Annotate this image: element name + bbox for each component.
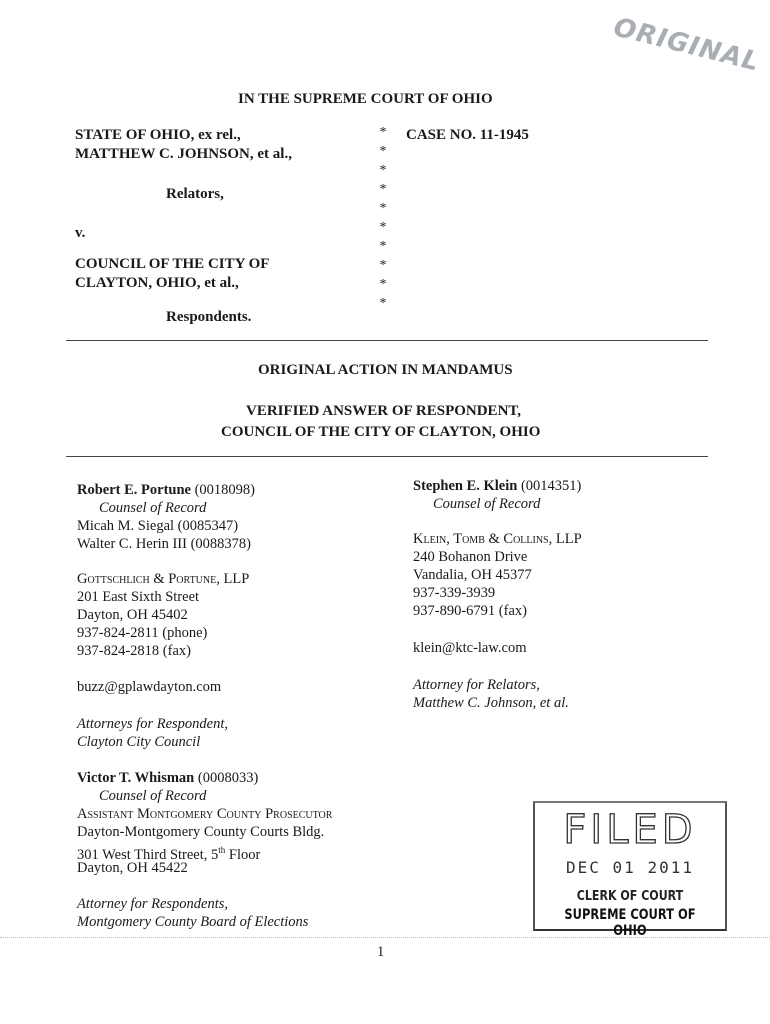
caption-star: * — [379, 201, 387, 216]
prosecutor-street-suffix: Floor — [225, 846, 261, 863]
right-counsel-name-line — [413, 477, 581, 495]
scan-edge-line — [0, 937, 770, 938]
original-stamp: ORIGINAL — [610, 12, 763, 78]
left-counsel-name-line — [77, 481, 255, 499]
caption-star: * — [379, 296, 387, 311]
filed-stamp — [533, 801, 727, 939]
prosecutor-attorney-for-1: Attorney for Respondents, — [77, 896, 229, 912]
right-city: Vandalia, OH 45377 — [413, 567, 532, 583]
left-associate-2: Walter C. Herin III (0088378) — [77, 536, 251, 552]
action-title: ORIGINAL ACTION IN MANDAMUS — [258, 362, 513, 378]
prosecutor-office: Assistant Montgomery County Prosecutor — [77, 806, 333, 822]
title-divider — [66, 456, 708, 457]
right-counsel-reg: (0014351) — [517, 478, 582, 494]
caption-star: * — [379, 144, 387, 159]
caption-star: * — [379, 163, 387, 178]
caption-star: * — [379, 182, 387, 197]
caption-star: * — [379, 125, 387, 140]
prosecutor-role: Counsel of Record — [99, 788, 207, 804]
court-title: IN THE SUPREME COURT OF OHIO — [238, 91, 493, 107]
prosecutor-street-ordinal: th — [218, 845, 226, 855]
prosecutor-reg: (0008033) — [194, 770, 259, 786]
left-counsel-reg: (0018098) — [190, 482, 256, 498]
prosecutor-attorney-for-2: Montgomery County Board of Elections — [77, 914, 309, 930]
document-title-line-2: COUNCIL OF THE CITY OF CLAYTON, OHIO — [221, 424, 541, 440]
right-fax: 937-890-6791 (fax) — [413, 603, 527, 619]
versus: v. — [75, 225, 86, 241]
left-counsel-role: Counsel of Record — [99, 500, 207, 516]
prosecutor-name-line — [77, 769, 258, 787]
caption-star: * — [379, 258, 387, 273]
right-firm: Klein, Tomb & Collins, LLP — [413, 531, 582, 547]
left-city: Dayton, OH 45402 — [77, 607, 188, 623]
page-number: 1 — [377, 944, 385, 960]
relators-line-1: STATE OF OHIO, ex rel., — [75, 127, 241, 143]
right-phone: 937-339-3939 — [413, 585, 496, 601]
prosecutor-city: Dayton, OH 45422 — [77, 860, 188, 876]
left-email: buzz@gplawdayton.com — [77, 679, 222, 695]
left-counsel-name: Robert E. Portune — [77, 482, 191, 498]
right-counsel-role: Counsel of Record — [433, 496, 541, 512]
left-street: 201 East Sixth Street — [77, 589, 200, 605]
right-email: klein@ktc-law.com — [413, 640, 527, 656]
filed-stamp-clerk: CLERK OF COURT — [576, 889, 684, 904]
right-counsel-name: Stephen E. Klein — [413, 478, 518, 494]
respondents-role: Respondents. — [166, 309, 252, 325]
caption-star: * — [379, 220, 387, 235]
respondents-line-2: CLAYTON, OHIO, et al., — [75, 275, 239, 291]
relators-line-2: MATTHEW C. JOHNSON, et al., — [75, 146, 292, 162]
left-phone: 937-824-2811 (phone) — [77, 625, 208, 641]
right-attorney-for-1: Attorney for Relators, — [413, 677, 540, 693]
filed-stamp-word: FILED — [563, 807, 697, 853]
prosecutor-building: Dayton-Montgomery County Courts Bldg. — [77, 824, 325, 840]
left-associate-1: Micah M. Siegal (0085347) — [77, 518, 239, 534]
left-firm: Gottschlich & Portune, LLP — [77, 571, 250, 587]
left-fax: 937-824-2818 (fax) — [77, 643, 191, 659]
caption-star: * — [379, 239, 387, 254]
document-title-line-1: VERIFIED ANSWER OF RESPONDENT, — [246, 403, 522, 419]
caption-divider — [66, 340, 708, 341]
prosecutor-name: Victor T. Whisman — [77, 770, 195, 786]
right-attorney-for-2: Matthew C. Johnson, et al. — [413, 695, 569, 711]
caption-star-column — [376, 123, 390, 313]
respondents-line-1: COUNCIL OF THE CITY OF — [75, 256, 270, 272]
filed-stamp-date: DEC 01 2011 — [566, 858, 694, 877]
prosecutor-street-main: 301 West Third Street, 5 — [77, 846, 219, 863]
left-attorneys-for-2: Clayton City Council — [77, 734, 201, 750]
left-attorneys-for-1: Attorneys for Respondent, — [77, 716, 229, 732]
right-street: 240 Bohanon Drive — [413, 549, 528, 565]
relators-role: Relators, — [166, 186, 224, 202]
caption-star: * — [379, 277, 387, 292]
filed-stamp-court: SUPREME COURT OF OHIO — [564, 907, 696, 939]
case-number: CASE NO. 11-1945 — [406, 127, 529, 143]
